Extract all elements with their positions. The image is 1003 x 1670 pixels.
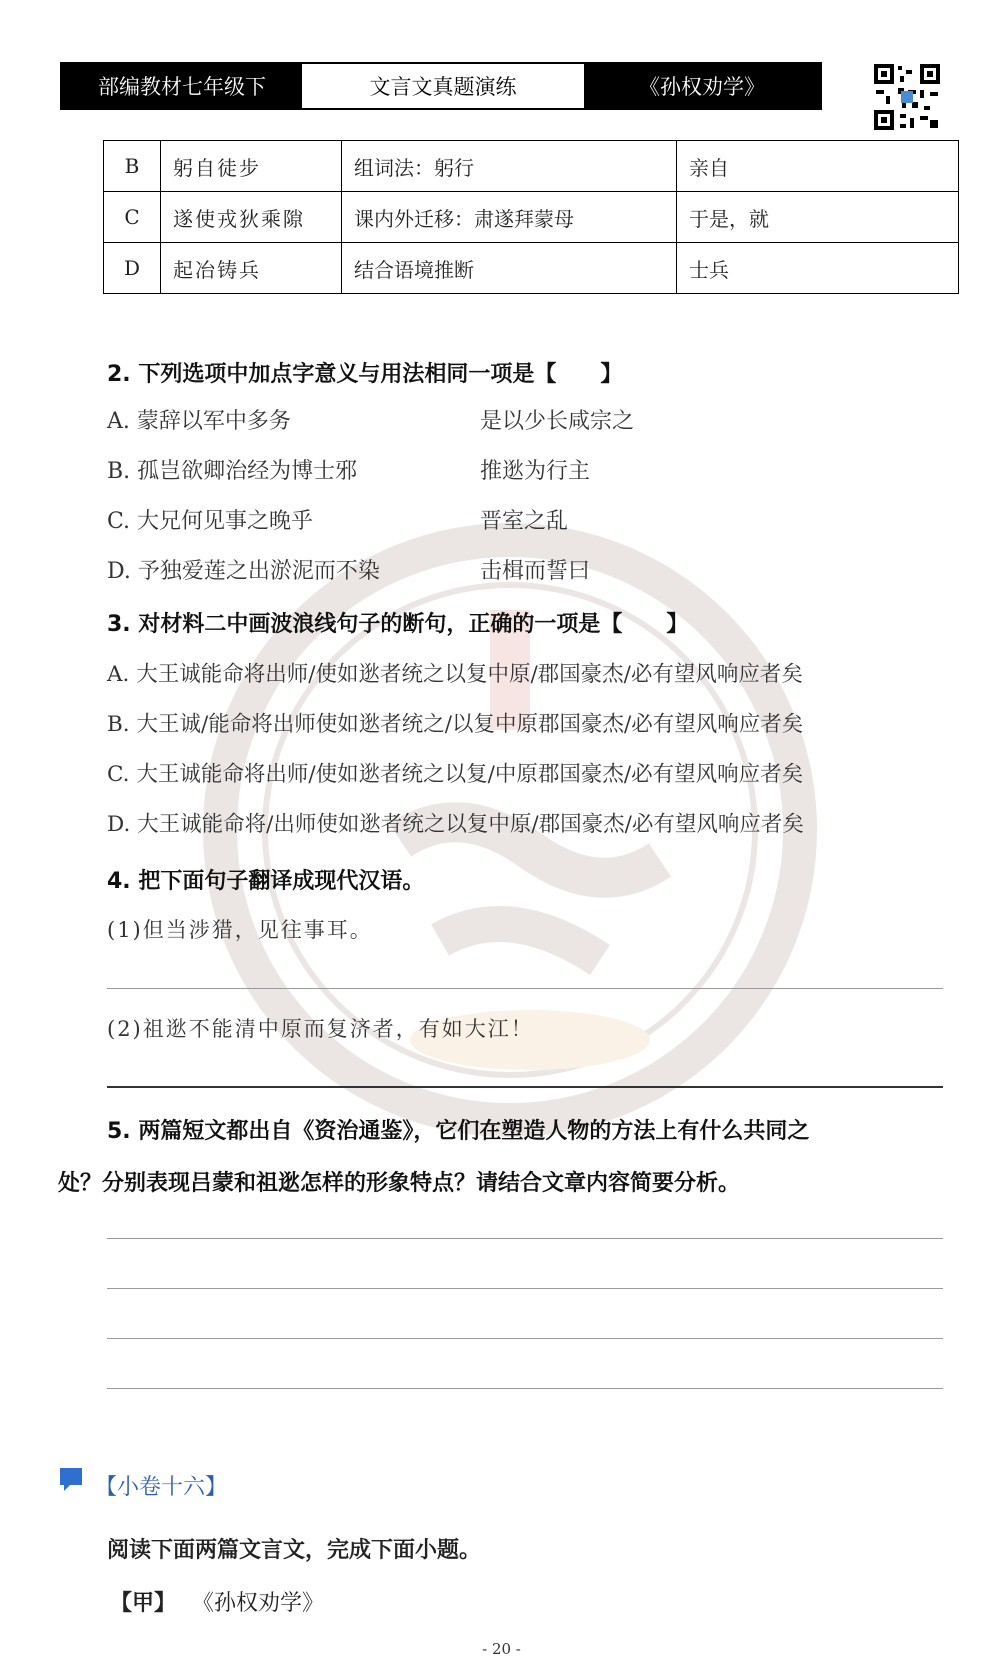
q2-option-d-left[interactable]: D. 予独爱莲之出淤泥而不染 xyxy=(107,559,380,584)
option-phrase: 起冶铸兵 xyxy=(161,243,342,294)
q3-option-b[interactable]: B. 大王诚/能命将出师使如逖者统之/以复中原郡国豪杰/必有望风响应者矣 xyxy=(107,712,804,737)
header-bar xyxy=(60,62,822,110)
q2-option-d-right: 击楫而誓曰 xyxy=(480,559,591,584)
passage-title: 《孙权劝学》 xyxy=(192,1591,325,1616)
q4-item-2: (2)祖逖不能清中原而复济者，有如大江！ xyxy=(107,1017,534,1041)
answer-line-q5-3[interactable] xyxy=(107,1338,943,1339)
q2-option-a-left[interactable]: A. 蒙辞以军中多务 xyxy=(107,409,291,434)
answer-line-q5-4[interactable] xyxy=(107,1388,943,1389)
section-title: 【小卷十六】 xyxy=(95,1475,228,1500)
option-method: 结合语境推断 xyxy=(342,243,677,294)
options-table xyxy=(103,140,959,294)
q2-option-c-right: 晋室之乱 xyxy=(480,509,569,534)
answer-line-q5-2[interactable] xyxy=(107,1288,943,1289)
answer-line-q4-1[interactable] xyxy=(107,988,943,989)
question-5-line-1: 5. 两篇短文都出自《资治通鉴》，它们在塑造人物的方法上有什么共同之 xyxy=(107,1119,810,1144)
option-id: C xyxy=(104,192,161,243)
section-instruction: 阅读下面两篇文言文，完成下面小题。 xyxy=(107,1538,482,1563)
q2-option-b-left[interactable]: B. 孤岂欲卿治经为博士邪 xyxy=(107,459,358,484)
table-row xyxy=(104,243,959,294)
section-flag-icon xyxy=(58,1465,86,1493)
q3-option-a[interactable]: A. 大王诚能命将出师/使如逖者统之以复中原/郡国豪杰/必有望风响应者矣 xyxy=(107,662,803,687)
q2-option-b-right: 推逖为行主 xyxy=(480,459,591,484)
page-number: - 20 - xyxy=(482,1640,521,1658)
question-2-title: 2. 下列选项中加点字意义与用法相同一项是【 】 xyxy=(107,362,623,387)
q2-option-a-right: 是以少长咸宗之 xyxy=(480,409,635,434)
question-3-title: 3. 对材料二中画波浪线句子的断句，正确的一项是【 】 xyxy=(107,612,689,637)
option-method: 组词法：躬行 xyxy=(342,141,677,192)
question-5-line-2: 处？分别表现吕蒙和祖逖怎样的形象特点？请结合文章内容简要分析。 xyxy=(58,1171,741,1196)
option-method: 课内外迁移：肃遂拜蒙母 xyxy=(342,192,677,243)
option-id: B xyxy=(104,141,161,192)
q3-option-c[interactable]: C. 大王诚能命将出师/使如逖者统之以复/中原郡国豪杰/必有望风响应者矣 xyxy=(107,762,804,787)
option-meaning: 亲自 xyxy=(677,141,959,192)
header-exercise: 文言文真题演练 xyxy=(302,64,584,108)
table-row xyxy=(104,141,959,192)
table-row xyxy=(104,192,959,243)
qr-code-icon[interactable] xyxy=(872,62,942,132)
option-id: D xyxy=(104,243,161,294)
header-textbook: 部编教材七年级下 xyxy=(62,64,302,108)
q4-item-1: (1)但当涉猎，见往事耳。 xyxy=(107,918,373,942)
question-4-title: 4. 把下面句子翻译成现代汉语。 xyxy=(107,869,425,894)
option-phrase: 遂使戎狄乘隙 xyxy=(161,192,342,243)
option-phrase: 躬自徒步 xyxy=(161,141,342,192)
passage-label: 【甲】 xyxy=(110,1591,177,1616)
option-meaning: 于是，就 xyxy=(677,192,959,243)
q3-option-d[interactable]: D. 大王诚能命将/出师使如逖者统之以复中原/郡国豪杰/必有望风响应者矣 xyxy=(107,812,804,837)
header-lesson: 《孙权劝学》 xyxy=(584,64,820,108)
option-meaning: 士兵 xyxy=(677,243,959,294)
answer-line-q4-2[interactable] xyxy=(107,1086,943,1088)
q2-option-c-left[interactable]: C. 大兄何见事之晚乎 xyxy=(107,509,314,534)
answer-line-q5-1[interactable] xyxy=(107,1238,943,1239)
